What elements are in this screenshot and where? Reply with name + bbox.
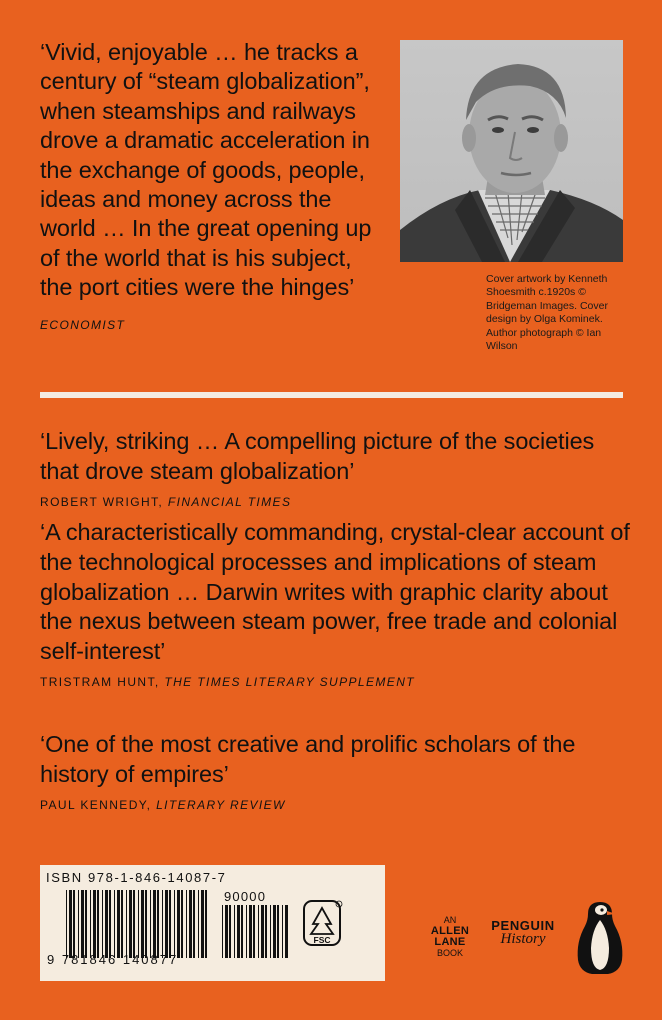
imprint-series: History — [500, 931, 546, 947]
isbn-label: ISBN 978-1-846-14087-7 — [46, 870, 227, 885]
quote-publication: FINANCIAL TIMES — [167, 494, 292, 509]
allen-lane-logo — [420, 915, 480, 959]
imprint-allen: ALLEN — [430, 925, 470, 937]
quote-author: TRISTRAM HUNT, — [40, 674, 160, 689]
fsc-logo-icon — [303, 900, 343, 952]
author-photo — [400, 40, 623, 262]
quote-publication: THE TIMES LITERARY SUPPLEMENT — [164, 674, 415, 689]
quote-attribution — [40, 495, 630, 509]
quote-attribution — [40, 311, 385, 340]
barcode-addon-digits: 90000 — [224, 889, 267, 904]
quote-source: ECONOMIST — [40, 317, 126, 332]
imprint-book: BOOK — [436, 948, 463, 958]
divider — [40, 392, 623, 398]
isbn-barcode — [66, 890, 212, 958]
quote-text: ‘Lively, striking … A compelling picture of the societies that drove steam globalization’ — [40, 428, 595, 484]
fsc-label: FSC — [313, 935, 331, 945]
penguin-history-logo — [486, 918, 560, 948]
price-addon-barcode — [222, 905, 290, 958]
author-portrait-image — [400, 40, 623, 262]
quote-text: ‘A characteristically commanding, crystal-clear account of the technological processes and implications of steam globalization … Darwin writes with graphic clarity about the nexus between steam power, free trade and colonial self-interest’ — [40, 519, 630, 665]
review-quote — [40, 427, 630, 509]
cover-credits: Cover artwork by Kenneth Shoesmith c.1920s © Bridgeman Images. Cover design by Olga Kominek. Author photograph © Ian Wilson — [486, 273, 608, 353]
quote-author: PAUL KENNEDY, — [40, 797, 152, 812]
quote-text: ‘One of the most creative and prolific scholars of the history of empires’ — [40, 731, 576, 787]
top-quote-block — [40, 38, 385, 340]
review-quote — [40, 730, 630, 812]
imprint-an: AN — [443, 915, 457, 925]
review-quote — [40, 518, 640, 689]
barcode-digits: 9 781846 140877 — [47, 952, 179, 967]
quote-attribution — [40, 798, 630, 812]
quote-author: ROBERT WRIGHT, — [40, 494, 164, 509]
imprint-penguin: PENGUIN — [491, 918, 555, 933]
imprint-lane: LANE — [434, 936, 466, 948]
quote-attribution — [40, 675, 640, 689]
quote-text: ‘Vivid, enjoyable … he tracks a century of “steam globalization”, when steamships and railways drove a dramatic acceleration in the exchange of goods, people, ideas and money across the world … In the great opening up of the world that is his subject, the port cities were the hinges’ — [40, 39, 372, 301]
quote-publication: LITERARY REVIEW — [156, 797, 286, 812]
penguin-logo-icon — [572, 898, 628, 978]
